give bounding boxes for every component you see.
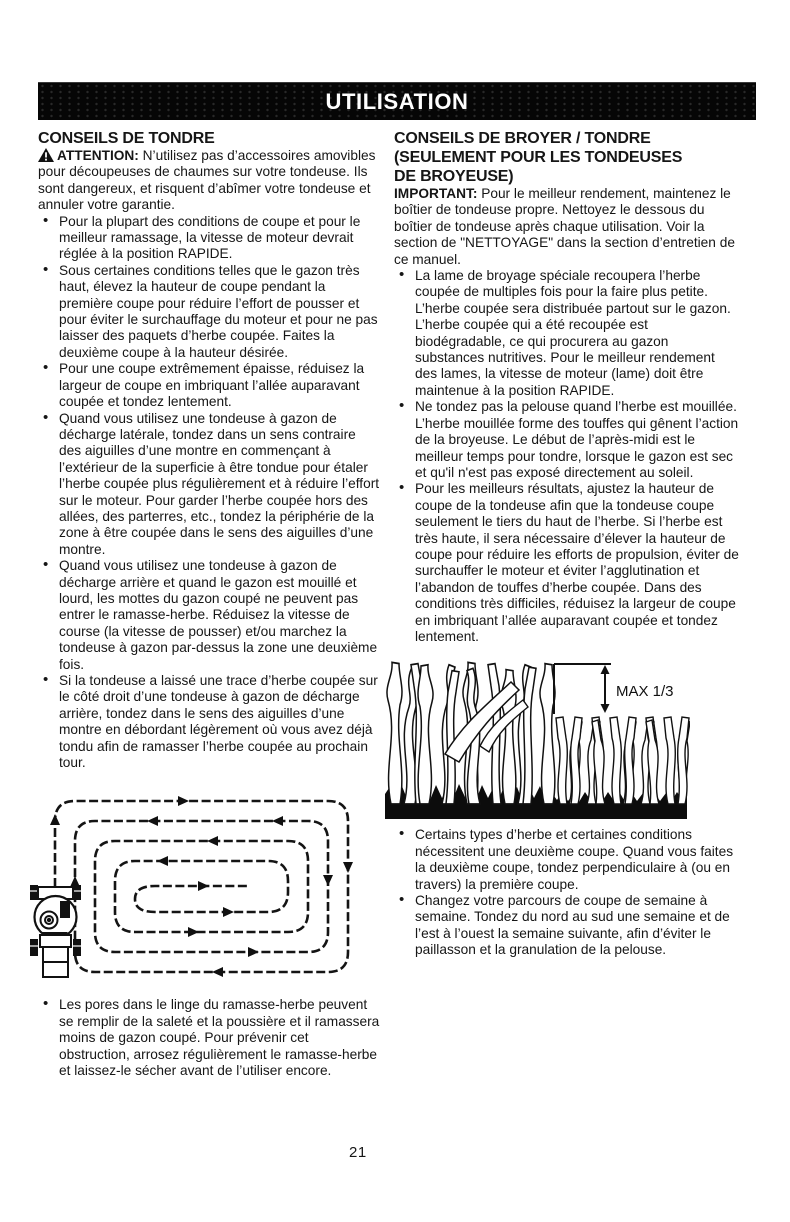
page-number: 21 [349, 1144, 367, 1161]
tip-item: • Quand vous utilisez une tondeuse à gazon de décharge arrière et quand le gazon est mouillé et lourd, les mottes du gazon coupé ne peuvent pas entrer le ramasse-herbe. Réduisez la vitesse de course (la vitesse de pousser) et/ou marchez la tondeuse à gazon par-dessus la zone une deuxième fois. [38, 558, 381, 673]
mulching-tips-list [394, 268, 739, 645]
right-column-title-2: (SEULEMENT POUR LES TONDEUSES [394, 149, 683, 166]
tip-item: • Pour une coupe extrêmement épaisse, réduisez la largeur de coupe en imbriquant l’allée auparavant coupée et tondez lentement. [38, 361, 381, 410]
tip-item: • Ne tondez pas la pelouse quand l’herbe est mouillée. L’herbe mouillée forme des touffes qui gênent l’action de la broyeuse. Le début de l’après-midi est le meilleur temps pour tondre, lorsque le gazon est sec et qu'il n'est pas exposé directement au soleil. [394, 399, 739, 481]
tip-item: • Changez votre parcours de coupe de semaine à semaine. Tondez du nord au sud une semaine et de l’est à l’ouest la semaine suivante, afin d’éviter le paillasson et la granulation de la pelouse. [394, 893, 739, 959]
tip-item: • Sous certaines conditions telles que le gazon très haut, élevez la hauteur de coupe pendant la première coupe pour réduire l’effort de pousser et pour éviter le surchauffage du moteur et pour ne pas laisser des paquets d’herbe coupée. Faites la deuxième coupe à la hauteur désirée. [38, 263, 381, 361]
tip-item: • La lame de broyage spéciale recoupera l’herbe coupée de multiples fois pour la faire plus petite. L’herbe coupée sera distribuée partout sur le gazon. L’herbe coupée qui a été recoupée est biodégradable, ce qui procurera au gazon substances nutritives. Pour le meilleur rendement des lames, la vitesse de moteur (lame) doit être maintenue à la position RAPIDE. [394, 268, 739, 399]
mowing-pattern-figure [28, 787, 373, 987]
bag-tip-list [38, 997, 381, 1079]
mowing-tips-list [38, 214, 381, 772]
left-column [38, 129, 381, 1079]
important-text: Pour le meilleur rendement, maintenez le boîtier de tondeuse propre. Nettoyez le dessous du boîtier de tondeuse après chaque utilisation. Voir la section de "NETTOYAGE" dans la section d’entretien de ce manuel. [394, 186, 735, 267]
right-column [394, 129, 739, 959]
tip-item: • Les pores dans le linge du ramasse-herbe peuvent se remplir de la saleté et la poussière et il ramassera moins de gazon coupé. Pour prévenir cet obstruction, arrosez régulièrement le ramasse-herbe et laissez-le sécher avant de l’utiliser encore. [38, 997, 381, 1079]
attention-label: ATTENTION: [57, 148, 139, 163]
warning-triangle-icon [38, 148, 54, 162]
important-label: IMPORTANT: [394, 186, 478, 201]
section-title: UTILISATION [325, 88, 469, 114]
section-header-bar [38, 82, 756, 120]
short-grass [556, 717, 690, 804]
important-paragraph [394, 186, 739, 268]
tall-grass [387, 663, 555, 805]
tip-item: • Si la tondeuse a laissé une trace d’herbe coupée sur le côté droit d’une tondeuse à gazon de décharge arrière, tondez dans le sens des aiguilles d’une montre en débordant légèrement où vous avez déjà tondu afin de ramasser l’herbe coupée au prochain tour. [38, 673, 381, 771]
right-column-title: CONSEILS DE BROYER / TONDRE [394, 130, 651, 147]
tip-item: • Pour la plupart des conditions de coupe et pour le meilleur ramassage, la vitesse de moteur devrait réglée à la position RAPIDE. [38, 214, 381, 263]
mower-icon [30, 885, 81, 977]
tip-item: • Quand vous utilisez une tondeuse à gazon de décharge latérale, tondez dans un sens contraire des aiguilles d’une montre en commençant à l’extérieur de la superficie à être tondue pour étaler l’herbe coupée plus régulièrement et à réduire l’effort sur le moteur. Pour garder l’herbe coupée hors des allées, des parterres, etc., tondez la périphérie de la zone à être coupée dans le sens des aiguilles d’une montre. [38, 411, 381, 559]
attention-paragraph [38, 148, 381, 214]
attention-text: N’utilisez pas d’accessoires amovibles pour découpeuses de chaumes sur votre tondeuse. Ils sont dangereux, et risquent d’abîmer votre tondeuse et annuler votre garantie. [38, 148, 376, 213]
tip-item: • Pour les meilleurs résultats, ajustez la hauteur de coupe de la tondeuse afin que la tondeuse coupe seulement le tiers du haut de l’herbe. Si l’herbe est très haute, il sera nécessaire d’élever la hauteur de coupe pour réduire les efforts de propulsion, éviter de surchauffer le moteur et éviter l’agglutination et l’abandon de touffes d’herbe coupée. Dans des conditions très difficiles, réduisez la largeur de coupe en imbriquant l’allée auparavant coupée et tondez lentement. [394, 481, 739, 645]
grass-height-figure [385, 654, 690, 819]
right-column-title-3: DE BROYEUSE) [394, 168, 514, 185]
left-column-title: CONSEILS DE TONDRE [38, 130, 215, 147]
max-height-label: MAX 1/3 [616, 683, 674, 701]
second-cut-tips-list [394, 827, 739, 958]
tip-item: • Certains types d’herbe et certaines conditions nécessitent une deuxième coupe. Quand vous faites la deuxième coupe, tondez perpendiculaire à (ou en travers) la première coupe. [394, 827, 739, 893]
